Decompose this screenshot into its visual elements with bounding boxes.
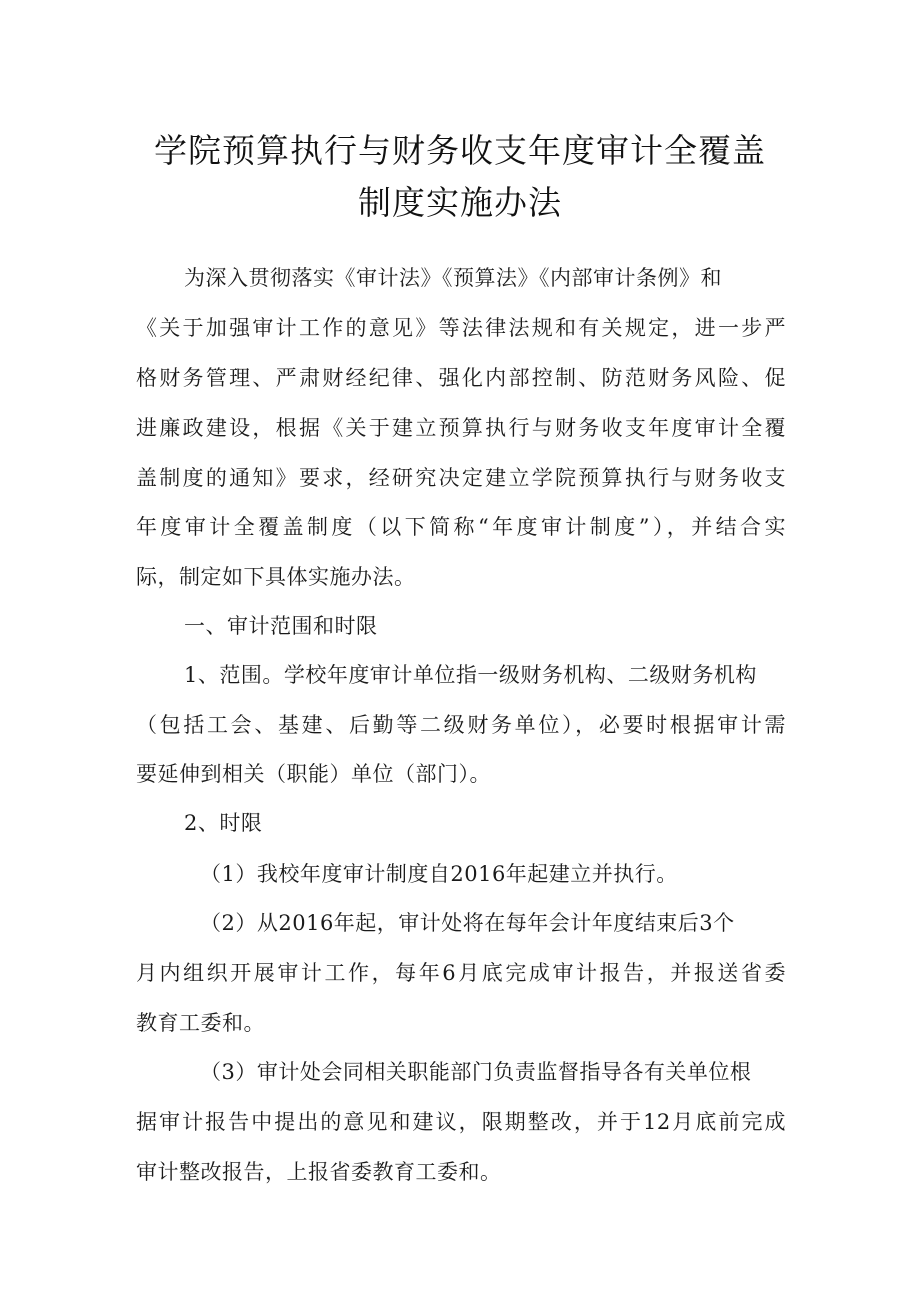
time-limit-item-3-line-1: （3）审计处会同相关职能部门负责监督指导各有关单位根 — [200, 1060, 752, 1084]
intro-line-5: 盖制度的通知》要求，经研究决定建立学院预算执行与财务收支 — [136, 466, 786, 490]
document-title-line-2: 制度实施办法 — [358, 183, 562, 222]
document-title-line-1: 学院预算执行与财务收支年度审计全覆盖 — [154, 131, 766, 170]
scope-line-1: 1、范围。学校年度审计单位指一级财务机构、二级财务机构 — [184, 663, 757, 687]
time-limit-item-3-line-3: 审计整改报告，上报省委教育工委和。 — [136, 1160, 502, 1184]
scope-line-3: 要延伸到相关（职能）单位（部门）。 — [136, 762, 491, 786]
intro-line-1: 为深入贯彻落实《审计法》《预算法》《内部审计条例》和 — [184, 266, 722, 290]
section-heading-scope-and-time: 一、审计范围和时限 — [184, 614, 378, 638]
time-limit-item-2-line-2: 月内组织开展审计工作，每年6月底完成审计报告，并报送省委 — [136, 961, 786, 985]
time-limit-item-2-line-1: （2）从2016年起，审计处将在每年会计年度结束后3个 — [200, 911, 735, 935]
subheading-time-limit: 2、时限 — [184, 811, 263, 835]
intro-line-4: 进廉政建设，根据《关于建立预算执行与财务收支年度审计全覆 — [136, 416, 786, 440]
time-limit-item-1: （1）我校年度审计制度自2016年起建立并执行。 — [200, 862, 678, 886]
intro-line-7: 际，制定如下具体实施办法。 — [136, 565, 416, 589]
intro-line-6: 年度审计全覆盖制度（以下简称“年度审计制度”），并结合实 — [136, 515, 786, 539]
scope-line-2: （包括工会、基建、后勤等二级财务单位），必要时根据审计需 — [136, 713, 786, 737]
intro-line-3: 格财务管理、严肃财经纪律、强化内部控制、防范财务风险、促 — [136, 366, 786, 390]
time-limit-item-2-line-3: 教育工委和。 — [136, 1011, 265, 1035]
time-limit-item-3-line-2: 据审计报告中提出的意见和建议，限期整改，并于12月底前完成 — [136, 1110, 786, 1134]
intro-line-2: 《关于加强审计工作的意见》等法律法规和有关规定，进一步严 — [136, 316, 786, 340]
